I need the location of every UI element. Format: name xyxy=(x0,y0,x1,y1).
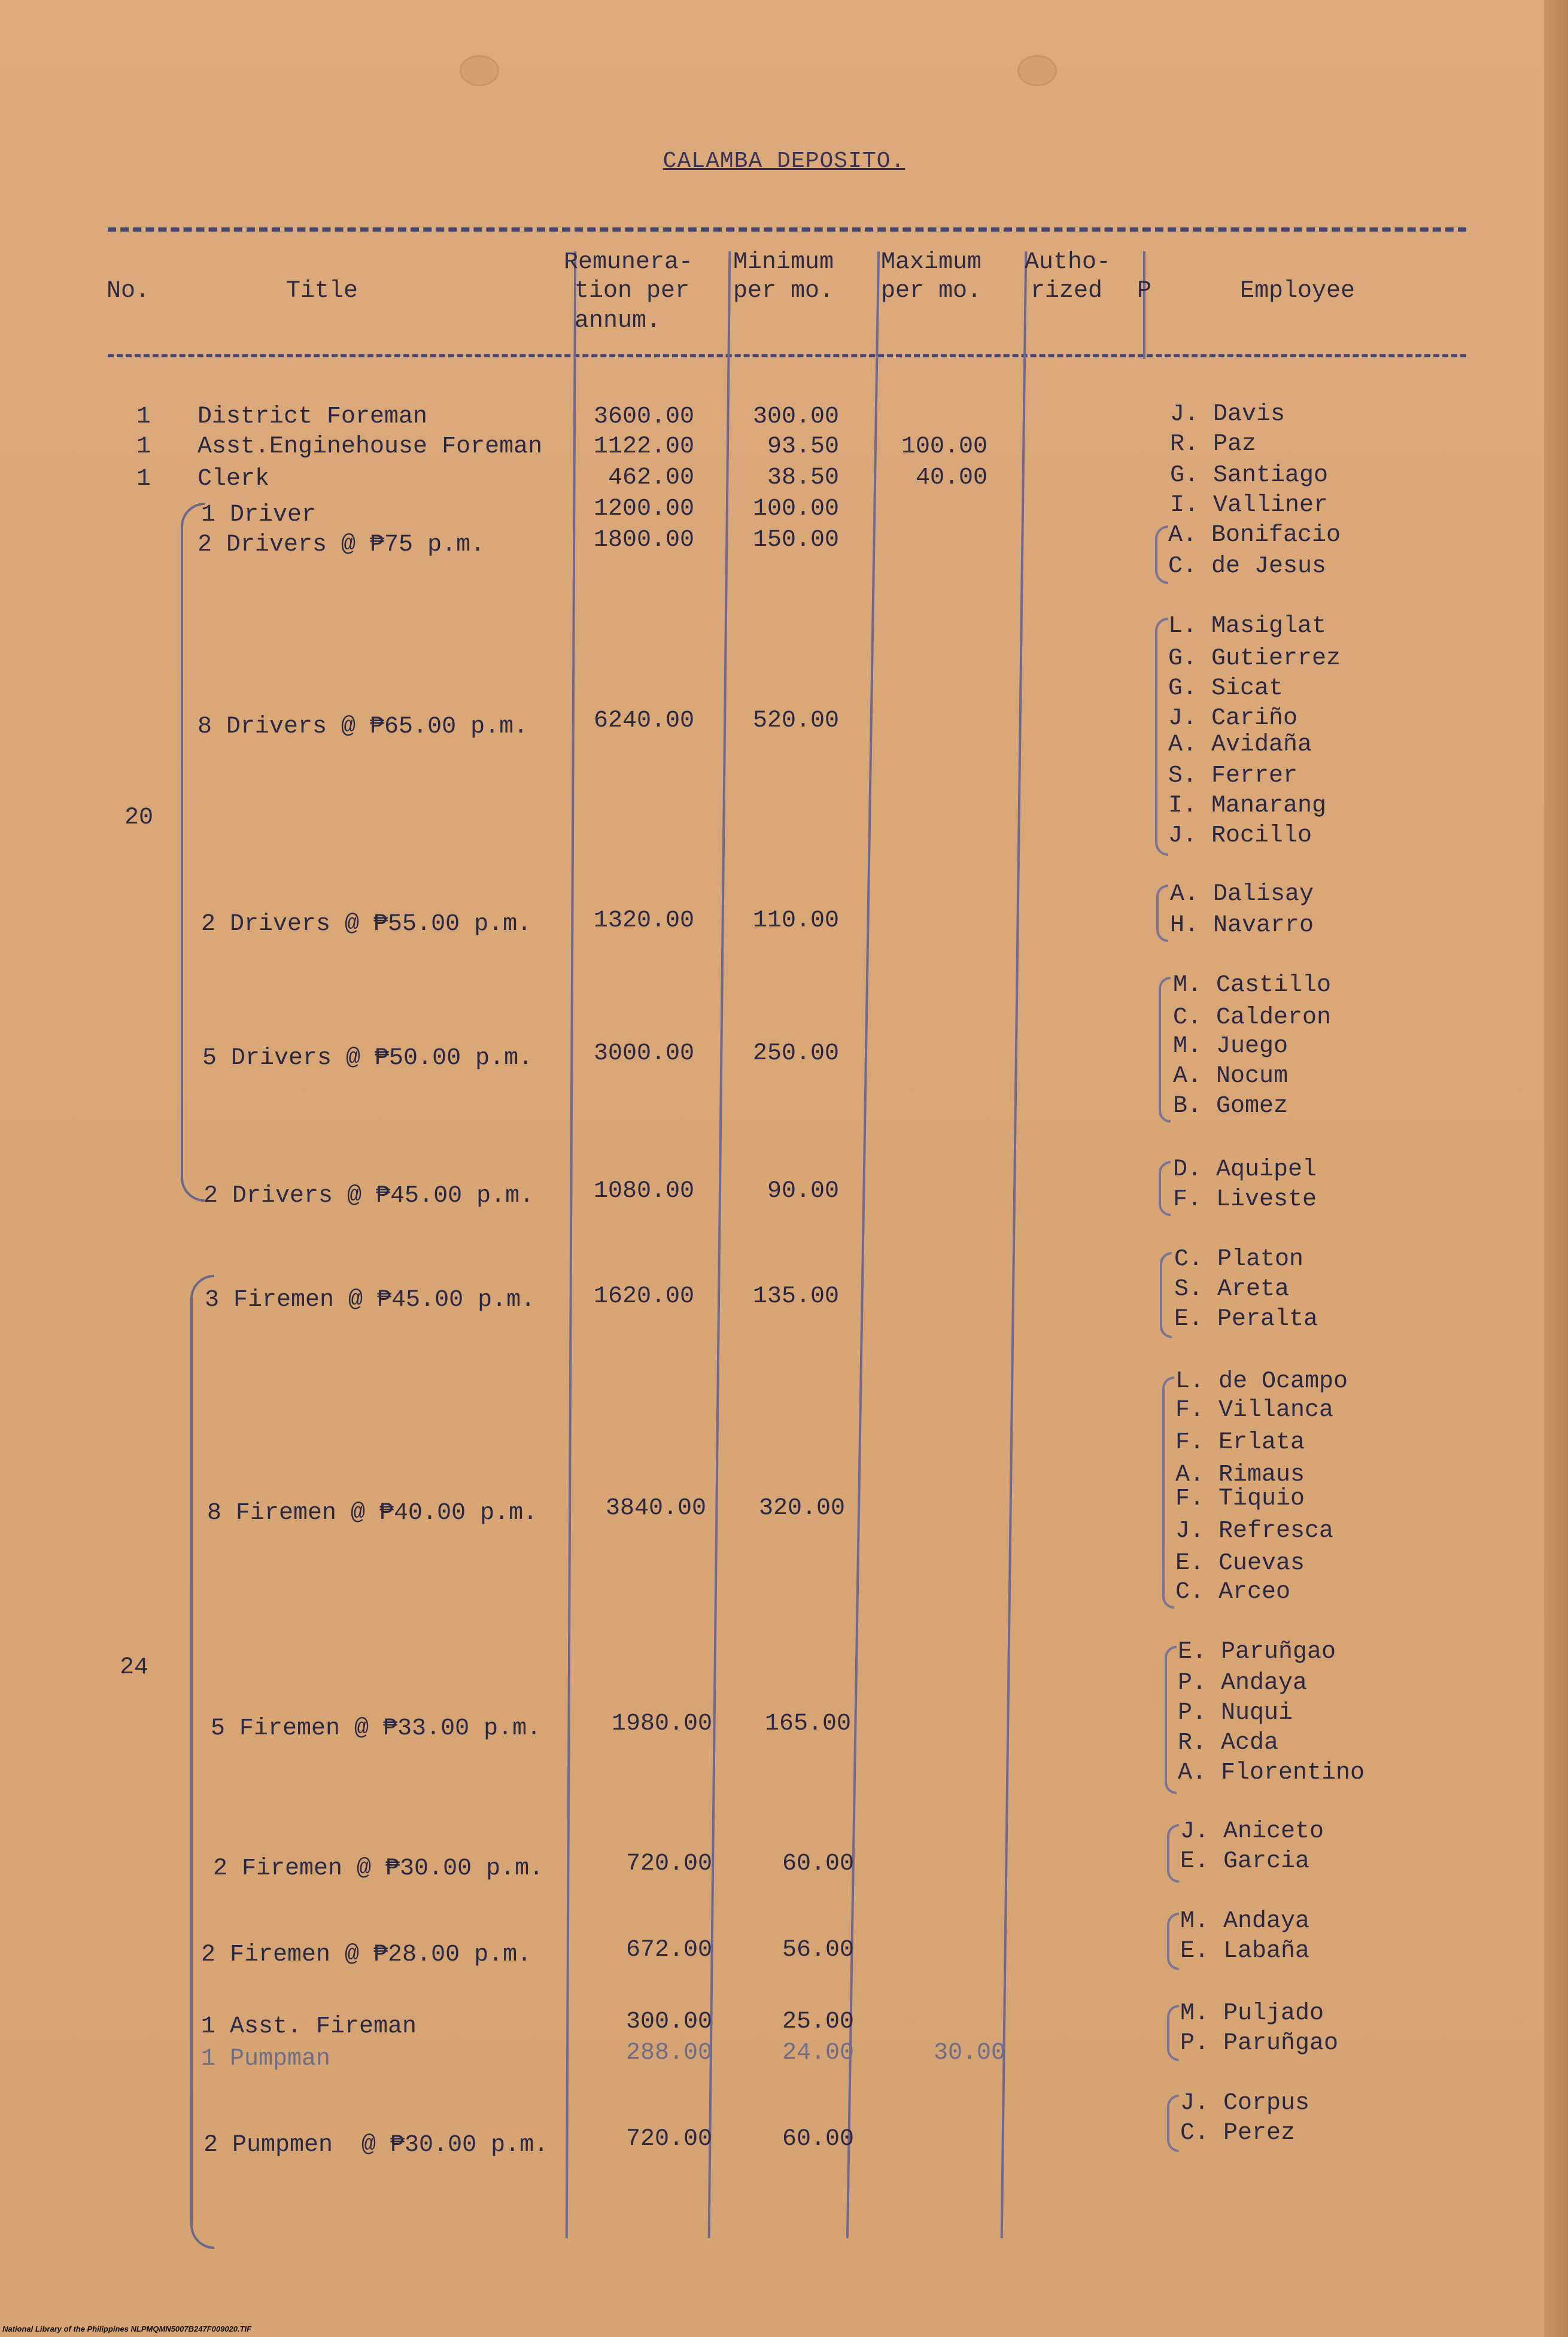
employee-name: P. Paruñgao xyxy=(1180,2030,1339,2057)
employee-name: G. Gutierrez xyxy=(1168,645,1341,672)
employee-name: C. Platon xyxy=(1174,1246,1304,1273)
employee-name: A. Dalisay xyxy=(1170,881,1314,908)
header-p: P xyxy=(1137,278,1152,305)
header-bottom-rule xyxy=(108,354,1466,357)
employee-name: A. Rimaus xyxy=(1175,1461,1305,1488)
row-remuneration: 1800.00 xyxy=(593,527,694,554)
row-minimum: 90.00 xyxy=(767,1178,839,1205)
row-minimum: 250.00 xyxy=(752,1040,839,1067)
employee-brace xyxy=(1167,2095,1179,2152)
employee-name: J. Aniceto xyxy=(1180,1818,1324,1845)
row-title: 2 Firemen @ ₱28.00 p.m. xyxy=(201,1941,532,1968)
row-minimum: 38.50 xyxy=(767,464,839,491)
header-employee: Employee xyxy=(1240,278,1356,305)
row-minimum: 320.00 xyxy=(758,1495,845,1522)
row-minimum: 135.00 xyxy=(752,1283,839,1310)
employee-brace xyxy=(1167,1824,1179,1883)
employee-brace xyxy=(1165,1646,1177,1794)
header-authorized-2: rized xyxy=(1031,278,1103,305)
row-remuneration: 1080.00 xyxy=(593,1178,694,1205)
punch-hole-left xyxy=(460,55,499,86)
row-minimum: 165.00 xyxy=(764,1710,851,1737)
row-title: 1 Driver xyxy=(201,502,317,528)
employee-name: A. Bonifacio xyxy=(1168,522,1341,549)
employee-name: F. Erlata xyxy=(1175,1429,1305,1456)
row-title: 8 Firemen @ ₱40.00 p.m. xyxy=(207,1500,538,1527)
group-brace-firemen xyxy=(190,1275,214,2249)
row-remuneration: 288.00 xyxy=(625,2040,712,2066)
header-top-rule xyxy=(108,227,1466,232)
employee-brace xyxy=(1160,1252,1172,1338)
employee-name: A. Nocum xyxy=(1173,1063,1289,1090)
employee-brace xyxy=(1167,2005,1179,2061)
row-no: 1 xyxy=(136,433,151,460)
employee-brace xyxy=(1167,1913,1179,1970)
employee-name: P. Andaya xyxy=(1178,1670,1308,1697)
employee-name: A. Florentino xyxy=(1178,1759,1365,1786)
employee-brace xyxy=(1155,618,1168,856)
row-minimum: 520.00 xyxy=(752,707,839,734)
row-remuneration: 1620.00 xyxy=(593,1283,694,1310)
employee-name: R. Paz xyxy=(1170,431,1257,458)
row-remuneration: 1980.00 xyxy=(611,1710,712,1737)
employee-name: E. Garcia xyxy=(1180,1848,1310,1875)
employee-brace xyxy=(1159,977,1171,1123)
row-remuneration: 3840.00 xyxy=(605,1495,706,1522)
employee-name: S. Areta xyxy=(1174,1276,1290,1303)
employee-name: L. de Ocampo xyxy=(1175,1368,1348,1395)
employee-name: J. Refresca xyxy=(1175,1518,1334,1545)
employee-name: G. Sicat xyxy=(1168,675,1284,702)
row-no: 1 xyxy=(136,466,151,493)
row-remuneration: 6240.00 xyxy=(593,707,694,734)
row-remuneration: 3000.00 xyxy=(593,1040,694,1067)
row-title: 5 Drivers @ ₱50.00 p.m. xyxy=(202,1045,533,1072)
page-edge xyxy=(1544,0,1568,2337)
employee-brace xyxy=(1159,1161,1171,1216)
row-minimum: 24.00 xyxy=(782,2040,854,2066)
header-maximum-1: Maximum xyxy=(881,249,982,276)
row-title: 2 Firemen @ ₱30.00 p.m. xyxy=(213,1855,544,1882)
row-remuneration: 720.00 xyxy=(625,2126,712,2153)
header-minimum-2: per mo. xyxy=(733,278,834,305)
row-title: 2 Drivers @ ₱55.00 p.m. xyxy=(201,911,532,938)
employee-name: S. Ferrer xyxy=(1168,762,1298,789)
employee-name: E. Cuevas xyxy=(1175,1550,1305,1577)
group-brace-drivers xyxy=(181,503,205,1202)
row-title: 8 Drivers @ ₱65.00 p.m. xyxy=(197,713,528,740)
header-minimum-1: Minimum xyxy=(733,249,834,276)
row-minimum: 150.00 xyxy=(752,527,839,554)
row-title: District Foreman xyxy=(197,403,428,430)
employee-name: C. Arceo xyxy=(1175,1579,1291,1606)
employee-name: H. Navarro xyxy=(1170,912,1314,939)
row-minimum: 60.00 xyxy=(782,1850,854,1877)
row-title: Asst.Enginehouse Foreman xyxy=(197,433,543,460)
row-minimum: 60.00 xyxy=(782,2126,854,2153)
employee-name: F. Villanca xyxy=(1175,1397,1334,1424)
row-title: 2 Pumpmen @ ₱30.00 p.m. xyxy=(203,2132,549,2159)
group-count-firemen: 24 xyxy=(120,1654,149,1681)
employee-name: C. Calderon xyxy=(1173,1004,1332,1031)
row-maximum: 30.00 xyxy=(933,2040,1005,2066)
employee-name: E. Labaña xyxy=(1180,1938,1310,1965)
employee-name: M. Juego xyxy=(1173,1033,1289,1060)
row-minimum: 56.00 xyxy=(782,1937,854,1964)
row-title: 2 Drivers @ ₱45.00 p.m. xyxy=(203,1183,534,1209)
employee-name: I. Valliner xyxy=(1170,492,1329,519)
row-maximum: 40.00 xyxy=(915,464,987,491)
employee-name: M. Puljado xyxy=(1180,2000,1324,2027)
employee-name: J. Davis xyxy=(1170,401,1286,428)
employee-name: E. Peralta xyxy=(1174,1306,1318,1333)
employee-name: F. Tiquio xyxy=(1175,1485,1305,1512)
footer-caption: National Library of the Philippines NLPMQMN5007B247F009020.TIF xyxy=(2,2324,252,2333)
employee-name: B. Gomez xyxy=(1173,1093,1289,1120)
document-title: CALAMBA DEPOSITO. xyxy=(663,148,905,174)
row-minimum: 110.00 xyxy=(752,907,839,934)
row-remuneration: 1320.00 xyxy=(593,907,694,934)
header-remuneration-1: Remunera- xyxy=(564,249,694,276)
row-title: 3 Firemen @ ₱45.00 p.m. xyxy=(205,1287,536,1314)
header-maximum-2: per mo. xyxy=(881,278,982,305)
employee-name: C. Perez xyxy=(1180,2120,1296,2147)
header-title: Title xyxy=(286,278,358,305)
employee-name: L. Masiglat xyxy=(1168,613,1327,640)
employee-name: J. Corpus xyxy=(1180,2090,1310,2117)
row-title: 5 Firemen @ ₱33.00 p.m. xyxy=(211,1715,542,1742)
employee-name: A. Avidaña xyxy=(1168,731,1312,758)
header-authorized-1: Autho- xyxy=(1025,249,1111,276)
employee-name: I. Manarang xyxy=(1168,792,1327,819)
header-remuneration-3: annum. xyxy=(575,308,661,335)
employee-name: R. Acda xyxy=(1178,1730,1279,1756)
employee-name: C. de Jesus xyxy=(1168,553,1327,580)
group-count-drivers: 20 xyxy=(124,804,154,831)
employee-name: J. Rocillo xyxy=(1168,822,1312,849)
row-title: 1 Pumpman xyxy=(201,2046,331,2072)
row-remuneration: 300.00 xyxy=(625,2008,712,2035)
employee-name: G. Santiago xyxy=(1170,462,1329,489)
employee-brace xyxy=(1155,525,1168,584)
row-remuneration: 1200.00 xyxy=(593,496,694,522)
employee-brace xyxy=(1162,1376,1174,1609)
row-remuneration: 462.00 xyxy=(607,464,694,491)
row-title: 1 Asst. Fireman xyxy=(201,2013,417,2040)
employee-name: F. Liveste xyxy=(1173,1186,1317,1213)
employee-name: M. Castillo xyxy=(1173,972,1332,999)
employee-name: D. Aquipel xyxy=(1173,1156,1317,1183)
row-minimum: 93.50 xyxy=(767,433,839,460)
employee-name: M. Andaya xyxy=(1180,1908,1310,1935)
row-minimum: 300.00 xyxy=(752,403,839,430)
row-minimum: 25.00 xyxy=(782,2008,854,2035)
employee-name: P. Nuqui xyxy=(1178,1700,1293,1727)
row-remuneration: 1122.00 xyxy=(593,433,694,460)
row-remuneration: 3600.00 xyxy=(593,403,694,430)
row-title: Clerk xyxy=(197,466,270,493)
row-no: 1 xyxy=(136,403,151,430)
header-remuneration-2: tion per xyxy=(575,278,690,305)
employee-name: E. Paruñgao xyxy=(1178,1639,1336,1666)
row-remuneration: 720.00 xyxy=(625,1850,712,1877)
employee-brace xyxy=(1156,885,1168,942)
header-no: No. xyxy=(107,278,150,305)
employee-name: J. Cariño xyxy=(1168,705,1298,732)
punch-hole-right xyxy=(1017,55,1057,86)
row-remuneration: 672.00 xyxy=(625,1937,712,1964)
row-minimum: 100.00 xyxy=(752,496,839,522)
row-title: 2 Drivers @ ₱75 p.m. xyxy=(197,531,485,558)
row-maximum: 100.00 xyxy=(901,433,987,460)
